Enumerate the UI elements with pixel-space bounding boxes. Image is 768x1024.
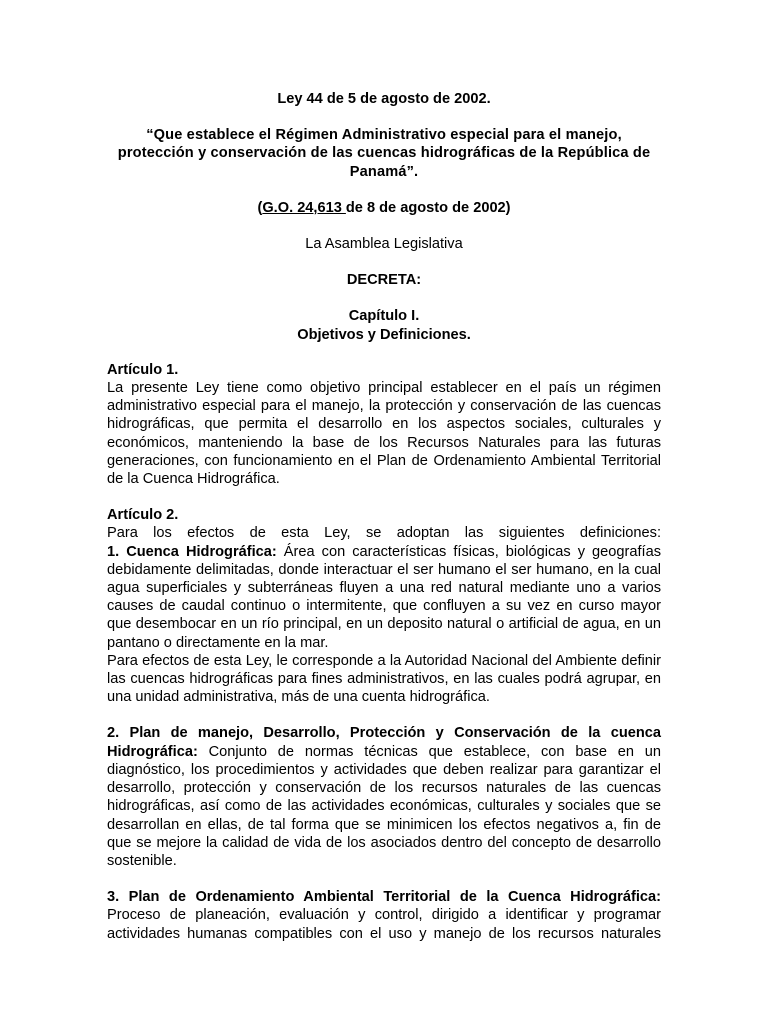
law-subtitle: “Que establece el Régimen Administrativo especial para el manejo, protección y conservación de las cuencas hidrográficas de la República de Panamá”. — [117, 127, 651, 180]
chapter-heading — [107, 307, 661, 343]
article-heading: Artículo 2. — [107, 507, 179, 524]
assembly-line: La Asamblea Legislativa — [305, 236, 463, 253]
definition-1-extra: Para efectos de esta Ley, le corresponde a la Autoridad Nacional del Ambiente definir las cuencas hidrográficas para fines administrativos, en las cuales podrá agrupar, en una unidad administrativa, más de una cuenta hidrográfica. — [107, 652, 661, 706]
spacer — [107, 870, 661, 888]
definition-text: Proceso de planeación, evaluación y control, dirigido a identificar y programar actividades humanas compatibles con el uso y manejo de los recursos naturales — [107, 907, 661, 942]
definition-text: Conjunto de normas técnicas que establece, con base en un diagnóstico, los procedimientos y actividades que deben realizar para garantizar el desarrollo, protección y conservación de los recursos naturales de las cuencas hidrográficas, así como de las actividades económicas, culturales y sociales que se desarrollan en ellas, de tal forma que se minimicen los efectos negativos a, fin de que se mejore la calidad de vida de los asociados dentro del concepto de desarrollo sostenible. — [107, 743, 661, 869]
gazette-reference — [107, 199, 661, 217]
definition-1 — [107, 543, 661, 652]
definition-term: 1. Cuenca Hidrográfica: — [107, 543, 277, 560]
article-text: La presente Ley tiene como objetivo principal establecer en el país un régimen administrativo especial para el manejo, la protección y conservación de las cuencas hidrográficas, que permita el desarrollo en los aspectos sociales, culturales y económicos, manteniendo la base de los Recursos Naturales para las futuras generaciones, con funcionamiento en el Plan de Ordenamiento Ambiental Territorial de la Cuenca Hidrográfica. — [107, 380, 661, 488]
article-intro: Para los efectos de esta Ley, se adoptan las siguientes definiciones: — [107, 525, 661, 542]
article-2 — [107, 506, 661, 942]
chapter-number: Capítulo I. — [348, 308, 420, 325]
definition-term: 2. Plan de manejo, Desarrollo, Protección y Conservación de la cuenca Hidrográfica: — [107, 725, 661, 760]
definition-text: Área con características físicas, biológicas y geografías debidamente delimitadas, donde interactuar el ser humano el ser humano, en la cual agua superficiales y subterráneas fluyen a una red natural mediante uno a varios causes de caudal continuo o intermitente, que confluyen a su vez en curso mayor que desembocar en un río principal, en un deposito natural o artificial de agua, en un pantano o directamente en la mar. — [107, 543, 662, 651]
article-1 — [107, 361, 661, 488]
decreta-heading: DECRETA: — [346, 272, 422, 289]
law-title: Ley 44 de 5 de agosto de 2002. — [277, 91, 491, 107]
article-heading: Artículo 1. — [107, 361, 179, 378]
definition-3 — [107, 888, 661, 943]
spacer — [107, 488, 661, 506]
document-page — [107, 90, 661, 943]
spacer — [107, 706, 661, 724]
definition-2 — [107, 724, 661, 870]
definition-term: 3. Plan de Ordenamiento Ambiental Territorial de la Cuenca Hidrográfica: — [107, 889, 661, 906]
gazette-link: G.O. 24,613 — [262, 199, 346, 216]
gazette-date: de 8 de agosto de 2002) — [345, 199, 511, 216]
gazette-open: ( — [257, 199, 263, 216]
chapter-title: Objetivos y Definiciones. — [297, 326, 471, 343]
